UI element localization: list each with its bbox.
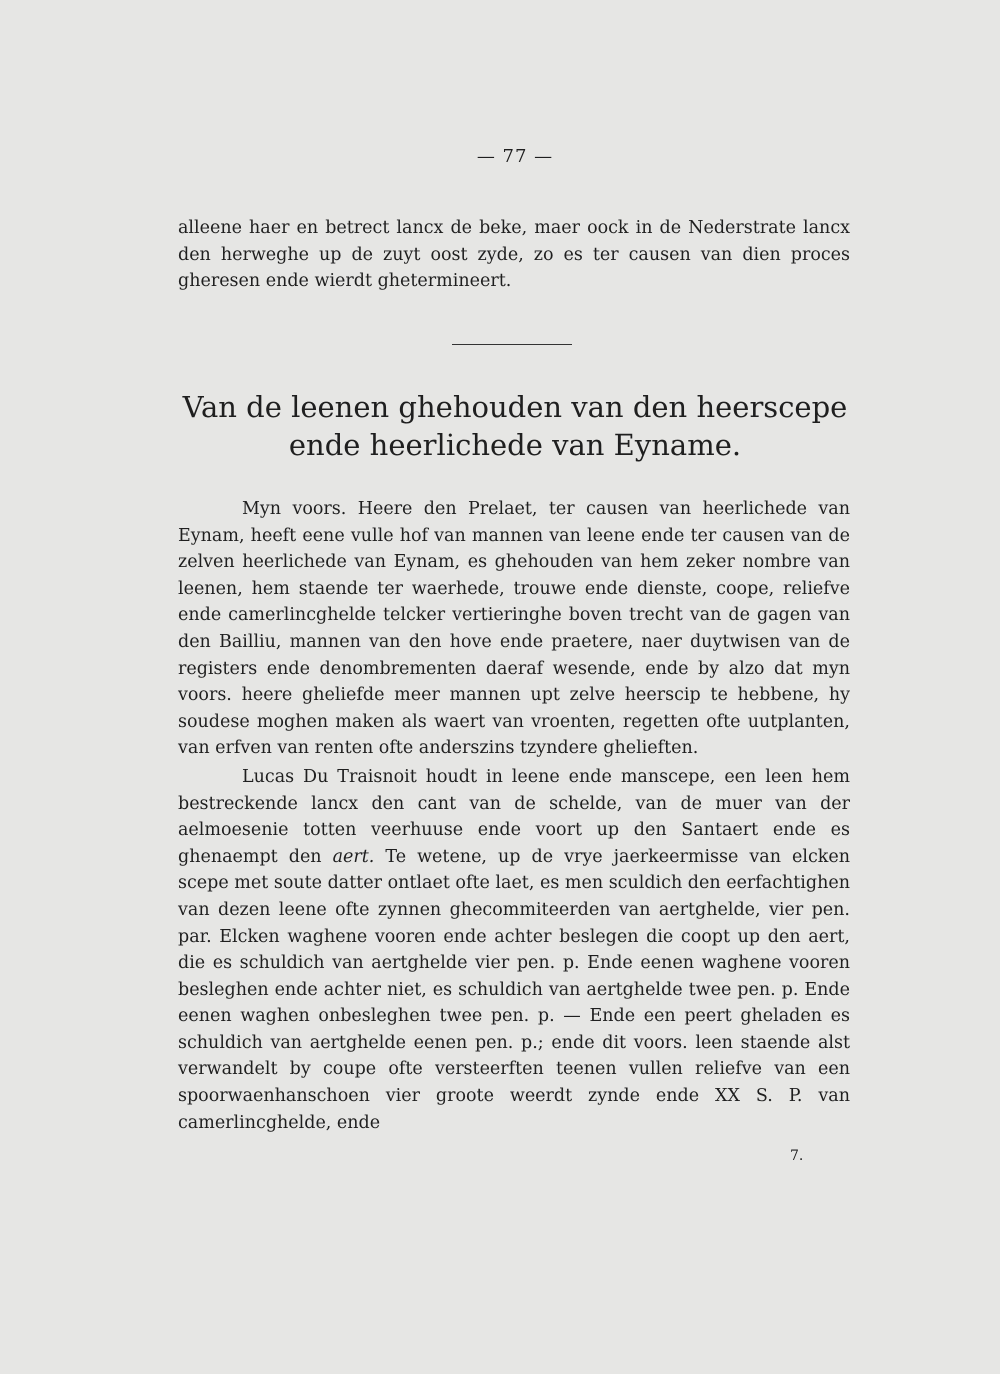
italic-term-aert: aert.: [332, 846, 375, 867]
section-divider: [452, 344, 572, 345]
page-number: — 77 —: [476, 146, 554, 167]
paragraph-lucas-du-traisnoit: [178, 764, 850, 1136]
paragraph-text-start: Lucas Du Traisnoit houdt in leene ende manscepe, een leen hem bestreckende lancx den cant van de schelde, van de muer van der aelmoesenie totten veerhuuse ende voort up den Santaert ende es ghenaempt den: [178, 766, 850, 867]
signature-mark: 7.: [790, 1148, 804, 1164]
section-body: [178, 496, 850, 1136]
paragraph-text-end: Te wetene, up de vrye jaerkeermisse van elcken scepe met soute datter ontlaet ofte laet, es men sculdich den eerfachtighen van dezen leene ofte zynnen ghecommiteerden van aertghelde, vier pen. par. Elcken waghene vooren ende achter beslegen die coopt up den aert, die es schuldich van aertghelde vier pen. p. Ende eenen waghene vooren besleghen ende achter niet, es schuldich van aertghelde twee pen. p. Ende eenen waghen onbesleghen twee pen. p. — Ende een peert gheladen es schuldich van aertghelde eenen pen. p.; ende dit voors. leen staende alst verwandelt by coupe ofte versteerften teenen vullen reliefve van een spoorwaenhanschoen vier groote weerdt zynde ende XX S. P. van camerlincghelde, ende: [178, 846, 850, 1133]
paragraph-prelaet: Myn voors. Heere den Prelaet, ter causen van heerlichede van Eynam, heeft eene vulle hof van mannen van leene ende ter causen van de zelven heerlichede van Eynam, es ghehouden van hem zeker nombre van leenen, hem staende ter waerhede, trouwe ende dienste, coope, reliefve ende camerlincghelde telcker vertieringhe boven trecht van de gagen van den Bailliu, mannen van den hove ende praetere, naer duytwisen van de registers ende denombrementen daeraf wesende, ende by alzo dat myn voors. heere gheliefde meer mannen upt zelve heerscip te hebbene, hy soudese moghen maken als waert van vroenten, regetten ofte uutplanten, van erfven van renten ofte anderszins tzyndere ghelieften.: [178, 499, 850, 759]
previous-paragraph-continuation: alleene haer en betrect lancx de beke, maer oock in de Nederstrate lancx den herweghe up de zuyt oost zyde, zo es ter causen van dien proces gheresen ende wierdt ghetermineert.: [178, 218, 850, 292]
section-heading: Van de leenen ghehouden van den heerscepe ende heerlichede van Eyname.: [182, 390, 848, 462]
